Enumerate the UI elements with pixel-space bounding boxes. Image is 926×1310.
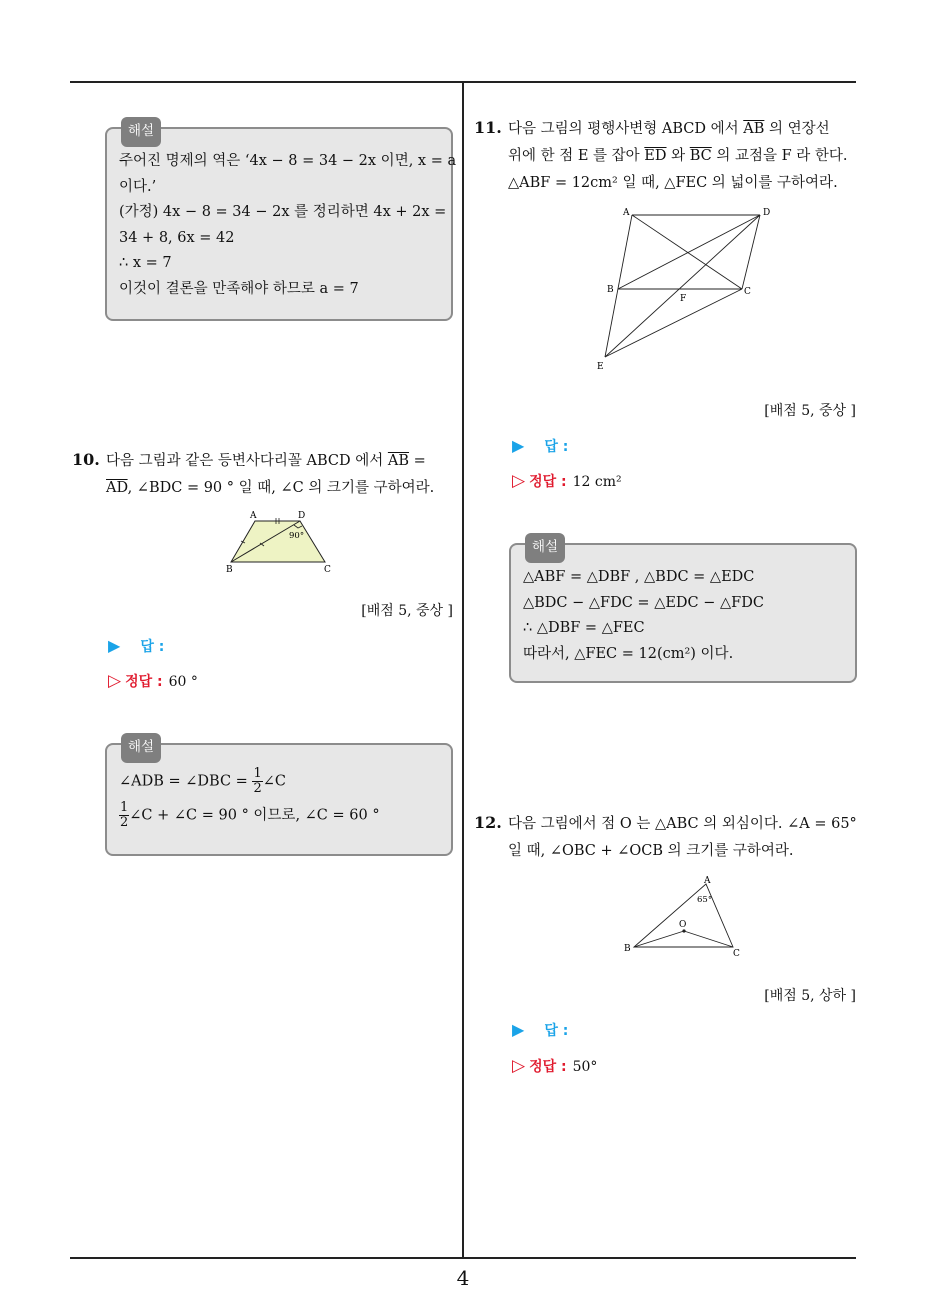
- page-number: 4: [456, 1266, 470, 1290]
- correct-value: 50°: [572, 1059, 598, 1075]
- vertex-a-label: A: [623, 208, 630, 218]
- score-meta: [배점 5, 상하 ]: [764, 988, 856, 1004]
- play-outline-icon: ▷: [512, 1056, 526, 1076]
- question-text: 다음 그림과 같은 등변사다리꼴 ABCD 에서 $\overline{AB}$ = $\overline{AD}$, ∠BDC = 90 ° 일 때, ∠C 의 크기를 구하여라.: [106, 453, 435, 496]
- solution-line: 이다.’: [119, 178, 157, 195]
- vertex-o-label: O: [679, 920, 687, 930]
- triangle-figure: [620, 872, 746, 958]
- play-outline-icon: ▷: [108, 671, 122, 691]
- vertex-f-label: F: [680, 294, 687, 304]
- correct-label: 정답 :: [529, 474, 567, 490]
- answer-label: 답 :: [544, 439, 569, 455]
- vertex-d-label: D: [763, 208, 771, 218]
- angle-label: 90°: [289, 531, 305, 541]
- q10-solution-box: 해설 ∠ADB = ∠DBC = $\frac{1}{2}$ ∠C $\frac{1}{2}$ ∠C + ∠C = 90 ° 이므로, ∠C = 60 °: [105, 743, 453, 856]
- segment-bc: $\overline{BC}$: [689, 148, 712, 164]
- bottom-rule: [70, 1257, 856, 1259]
- segment-ab: $\overline{AB}$: [743, 121, 765, 137]
- solution-line: △ABF = △DBF , △BDC = △EDC: [523, 569, 755, 585]
- segment-ab: $\overline{AB}$: [387, 453, 410, 469]
- vertex-e-label: E: [597, 362, 604, 372]
- vertex-d-label: D: [298, 511, 306, 521]
- column-divider: [462, 83, 464, 1257]
- answer-label: 답 :: [544, 1023, 569, 1039]
- vertex-c-label: C: [744, 287, 751, 297]
- score-meta: [배점 5, 중상 ]: [764, 403, 856, 419]
- vertex-c-label: C: [324, 565, 331, 575]
- correct-answer-row: [512, 1056, 597, 1076]
- vertex-b-label: B: [624, 944, 631, 954]
- solution-line: ∴ x = 7: [119, 255, 172, 272]
- solution-line: △BDC − △FDC = △EDC − △FDC: [523, 594, 764, 611]
- vertex-a-label: A: [704, 876, 711, 886]
- correct-label: 정답 :: [529, 1059, 567, 1075]
- answer-row: [512, 436, 568, 456]
- correct-value: 60 °: [168, 674, 198, 690]
- solution-tag: 해설: [121, 117, 161, 147]
- solution-tag: 해설: [525, 533, 565, 563]
- answer-row: [108, 636, 164, 656]
- fraction: $\frac{1}{2}$: [120, 800, 129, 830]
- question-text: 다음 그림의 평행사변형 ABCD 에서 $\overline{AB}$ 의 연장선 위에 한 점 E 를 잡아 $\overline{ED}$ 와 $\overline{BC}$ 의 교점을 F 라 한다. △ABF = 12cm² 일 때, △FEC 의 넓이를 구하여라.: [508, 121, 848, 191]
- solution-line: ∴ △DBF = △FEC: [523, 620, 645, 637]
- solution-tag: 해설: [121, 733, 161, 763]
- segment-ed: $\overline{ED}$: [644, 148, 667, 164]
- correct-value: 12 cm²: [572, 474, 622, 490]
- score-meta: [배점 5, 중상 ]: [361, 603, 453, 619]
- answer-label: 답 :: [140, 639, 165, 655]
- play-outline-icon: ▷: [512, 471, 526, 491]
- q9-solution-box: [105, 123, 457, 321]
- answer-row: [512, 1020, 568, 1040]
- trapezoid-figure: [222, 506, 338, 576]
- play-icon: ▶: [108, 636, 121, 655]
- solution-line: 이것이 결론을 만족해야 하므로 a = 7: [119, 280, 359, 297]
- fraction: $\frac{1}{2}$: [253, 766, 262, 796]
- vertex-b-label: B: [607, 285, 614, 295]
- segment-ad: $\overline{AD}$: [106, 480, 128, 496]
- solution-line: 주어진 명제의 역은 ‘4x − 8 = 34 − 2x 이면, x = a: [119, 153, 457, 169]
- q11-solution-box: [509, 539, 857, 683]
- play-icon: ▶: [512, 436, 525, 455]
- question-number: 12.: [474, 813, 502, 832]
- question-number: 11.: [474, 118, 502, 137]
- vertex-a-label: A: [250, 511, 257, 521]
- parallelogram-figure: [595, 203, 781, 375]
- correct-answer-row: [512, 471, 622, 491]
- play-icon: ▶: [512, 1020, 525, 1039]
- solution-line: 따라서, △FEC = 12(cm²) 이다.: [523, 645, 734, 662]
- angle-label: 65°: [697, 895, 713, 905]
- vertex-c-label: C: [733, 949, 740, 958]
- correct-answer-row: [108, 671, 198, 691]
- trapezoid-shape: [231, 521, 325, 562]
- correct-label: 정답 :: [125, 674, 163, 690]
- question-number: 10.: [72, 450, 100, 469]
- solution-line: (가정) 4x − 8 = 34 − 2x 를 정리하면 4x + 2x =: [119, 204, 447, 221]
- solution-line: 34 + 8, 6x = 42: [119, 229, 235, 246]
- question-text: 다음 그림에서 점 O 는 △ABC 의 외심이다. ∠A = 65° 일 때, ∠OBC + ∠OCB 의 크기를 구하여라.: [508, 816, 857, 859]
- vertex-b-label: B: [226, 565, 233, 575]
